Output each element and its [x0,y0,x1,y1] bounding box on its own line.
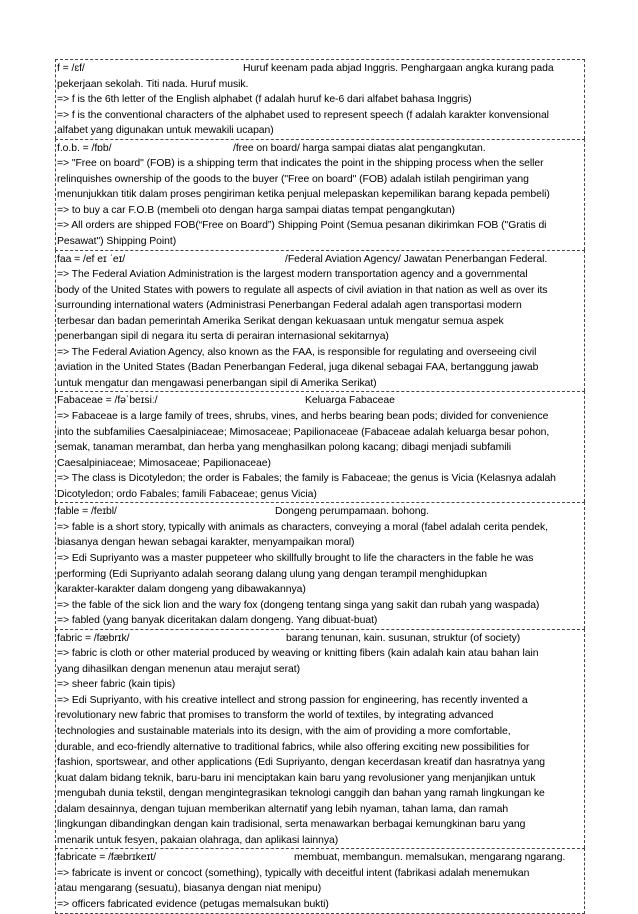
entry-line: surrounding international waters (Administrasi Penerbangan Federal adalah agen transportasi modern [57,300,522,312]
entry-line: durable, and eco-friendly alternative to traditional fabrics, while also offering exciting new possibilities for [57,741,530,753]
entry-line: => f is the 6th letter of the English alphabet (f adalah huruf ke-6 dari alfabet bahasa Inggris) [57,94,472,106]
entry-line: biasanya dengan hewan sebagai karakter, menyampaikan moral) [57,537,355,549]
entry-line: kuat dalam bidang teknik, baru-baru ini menciptakan kain baru yang revolusioner yang menjanjikan untuk [57,772,536,784]
entry-line: terbesar dan badan pemerintah Amerika Serikat dengan kekuasaan untuk mengatur semua aspek [57,315,504,327]
dictionary-entry [55,59,585,139]
entry-line: karakter-karakter dalam dongeng yang dibawakannya) [57,584,306,596]
entry-line: => All orders are shipped FOB(“Free on Board”) Shipping Point (Semua pesanan dikirimkan FOB ("Gratis di [57,220,547,232]
entry-line: => f is the conventional characters of the alphabet used to represent speech (f adalah karakter konvensional [57,109,549,121]
entry-headline [57,850,583,866]
entry-line: atau mengarang (sesuatu), biasanya dengan niat menipu) [57,883,322,895]
entry-line: => The class is Dicotyledon; the order is Fabales; the family is Fabaceae; the genus is Vicia (Kelasnya adalah [57,473,556,485]
entry-line: body of the United States with powers to regulate all aspects of civil aviation in that nation as well as over its [57,284,548,296]
entry-gloss: membuat, membangun. memalsukan, mengarang ngarang. [294,852,566,864]
entry-line: => fabricate is invent or concoct (something), typically with deceitful intent (fabrikasi adalah menemukan [57,867,530,879]
entry-term: f.o.b. = /fɒb/ [57,142,112,154]
dictionary-entry [55,250,585,392]
dictionary-entry [55,629,585,849]
entry-line: lingkungan dibandingkan dengan kain tradisional, serta menawarkan berbagai kemungkinan baru yang [57,819,526,831]
entry-headline [57,141,583,157]
entry-line: => officers fabricated evidence (petugas memalsukan bukti) [57,898,329,910]
entry-line: aviation in the United States (Badan Penerbangan Federal, juga dikenal sebagai FAA, bertanggung jawab [57,362,539,374]
entry-line: Pesawat") Shipping Point) [57,236,177,248]
entry-term: fabricate = /fæbrɪkeɪt/ [57,852,156,864]
entry-headline [57,252,583,268]
entry-gloss: Dongeng perumpamaan. bohong. [275,506,429,518]
entry-line: menunjukkan titik dalam proses pengiriman ketika penjual melepaskan kepemilikan barang kepada pembeli) [57,189,550,201]
entry-line: menarik untuk fesyen, pakaian olahraga, dan aplikasi lainnya) [57,834,339,846]
dictionary-page [55,59,585,914]
entry-gloss: Keluarga Fabaceae [305,395,395,407]
entry-line: => fabric is cloth or other material produced by weaving or knitting fibers (kain adalah kain atau bahan lain [57,648,539,660]
entry-line: relinquishes ownership of the goods to the buyer ("Free on board" (FOB) adalah istilah pengiriman yang [57,173,529,185]
entry-gloss: Huruf keenam pada abjad Inggris. Penghargaan angka kurang pada [243,63,554,74]
entry-line: => Fabaceae is a large family of trees, shrubs, vines, and herbs bearing bean pods; divided for convenience [57,411,549,423]
entry-line: technologies and sustainable materials into its design, with the aim of providing a more comfortable, [57,725,511,737]
entry-gloss: /Federal Aviation Agency/ Jawatan Penerbangan Federal. [285,253,548,265]
dictionary-entry [55,139,585,250]
entry-gloss: barang tenunan, kain. susunan, struktur (of society) [286,632,521,644]
entry-line: => Edi Supriyanto was a master puppeteer who skillfully brought to life the characters in the fable he was [57,552,534,564]
entry-line: Dicotyledon; ordo Fabales; famili Fabaceae; genus Vicia) [57,488,317,500]
entry-line: => fable is a short story, typically with animals as characters, conveying a moral (fabel adalah cerita pendek, [57,521,548,533]
entry-line: => to buy a car F.O.B (membeli oto dengan harga sampai diatas tempat pengangkutan) [57,204,455,216]
entry-line: mengubah dunia tekstil, dengan mengintegrasikan teknologi canggih dan bahan yang ramah lingkungan ke [57,788,545,800]
entry-line: penerbangan sipil di negara itu serta di perairan internasional sekitarnya) [57,331,389,343]
entry-headline [57,393,583,409]
entry-line: dalam desainnya, dengan tujuan memberikan alternatif yang lebih nyaman, tahan lama, dan ramah [57,803,509,815]
entry-line: => Edi Supriyanto, with his creative intellect and strong passion for engineering, has recently invented a [57,694,528,706]
entry-gloss: /free on board/ harga sampai diatas alat pengangkutan. [233,142,486,154]
entry-line: => The Federal Aviation Agency, also known as the FAA, is responsible for regulating and overseeing civil [57,346,537,358]
entry-line: revolutionary new fabric that promises to transform the world of textiles, by integrating advanced [57,710,494,722]
entry-term: faa = /ef eɪ ˈeɪ/ [57,253,126,265]
entry-line: semak, tanaman merambat, dan herba yang menghasilkan polong kacang; dibagi menjadi subfamili [57,442,512,454]
entry-line: performing (Edi Supriyanto adalah seorang dalang ulung yang dengan terampil menghidupkan [57,568,487,580]
entry-term: fabric = /fæbrɪk/ [57,632,130,644]
entry-line: into the subfamilies Caesalpiniaceae; Mimosaceae; Papilionaceae (Fabaceae adalah keluarga besar pohon, [57,426,550,438]
entry-line: pekerjaan sekolah. Titi nada. Huruf musik. [57,78,249,90]
entry-line: => fabled (yang banyak diceritakan dalam dongeng. Yang dibuat-buat) [57,615,378,627]
entry-line: Caesalpiniaceae; Mimosaceae; Papilionaceae) [57,457,271,469]
entry-term: fable = /feɪbl/ [57,506,117,518]
dictionary-entry [55,502,585,628]
dictionary-entry [55,391,585,502]
entry-term: f = /ɛf/ [57,63,85,74]
entry-term: Fabaceae = /fəˈbeɪsiː/ [57,395,158,407]
entry-line: fashion, sportswear, and other applications (Edi Supriyanto, dengan kecerdasan kreatif dan hasratnya yang [57,757,546,769]
dictionary-entry [55,848,585,913]
entry-headline [57,61,583,77]
entry-line: => The Federal Aviation Administration is the largest modern transportation agency and a governmental [57,269,528,281]
entry-line: yang dihasilkan dengan menenun atau merajut serat) [57,663,300,675]
entry-headline [57,631,583,647]
entry-headline [57,504,583,520]
entry-line: untuk mengatur dan mengawasi penerbangan sipil di Amerika Serikat) [57,377,377,389]
entry-line: => sheer fabric (kain tipis) [57,679,176,691]
entry-line: => the fable of the sick lion and the wary fox (dongeng tentang singa yang sakit dan rubah yang waspada) [57,599,540,611]
entry-line: => "Free on board" (FOB) is a shipping term that indicates the point in the shipping process when the seller [57,158,544,170]
entry-line: alfabet yang digunakan untuk mewakili ucapan) [57,125,274,137]
